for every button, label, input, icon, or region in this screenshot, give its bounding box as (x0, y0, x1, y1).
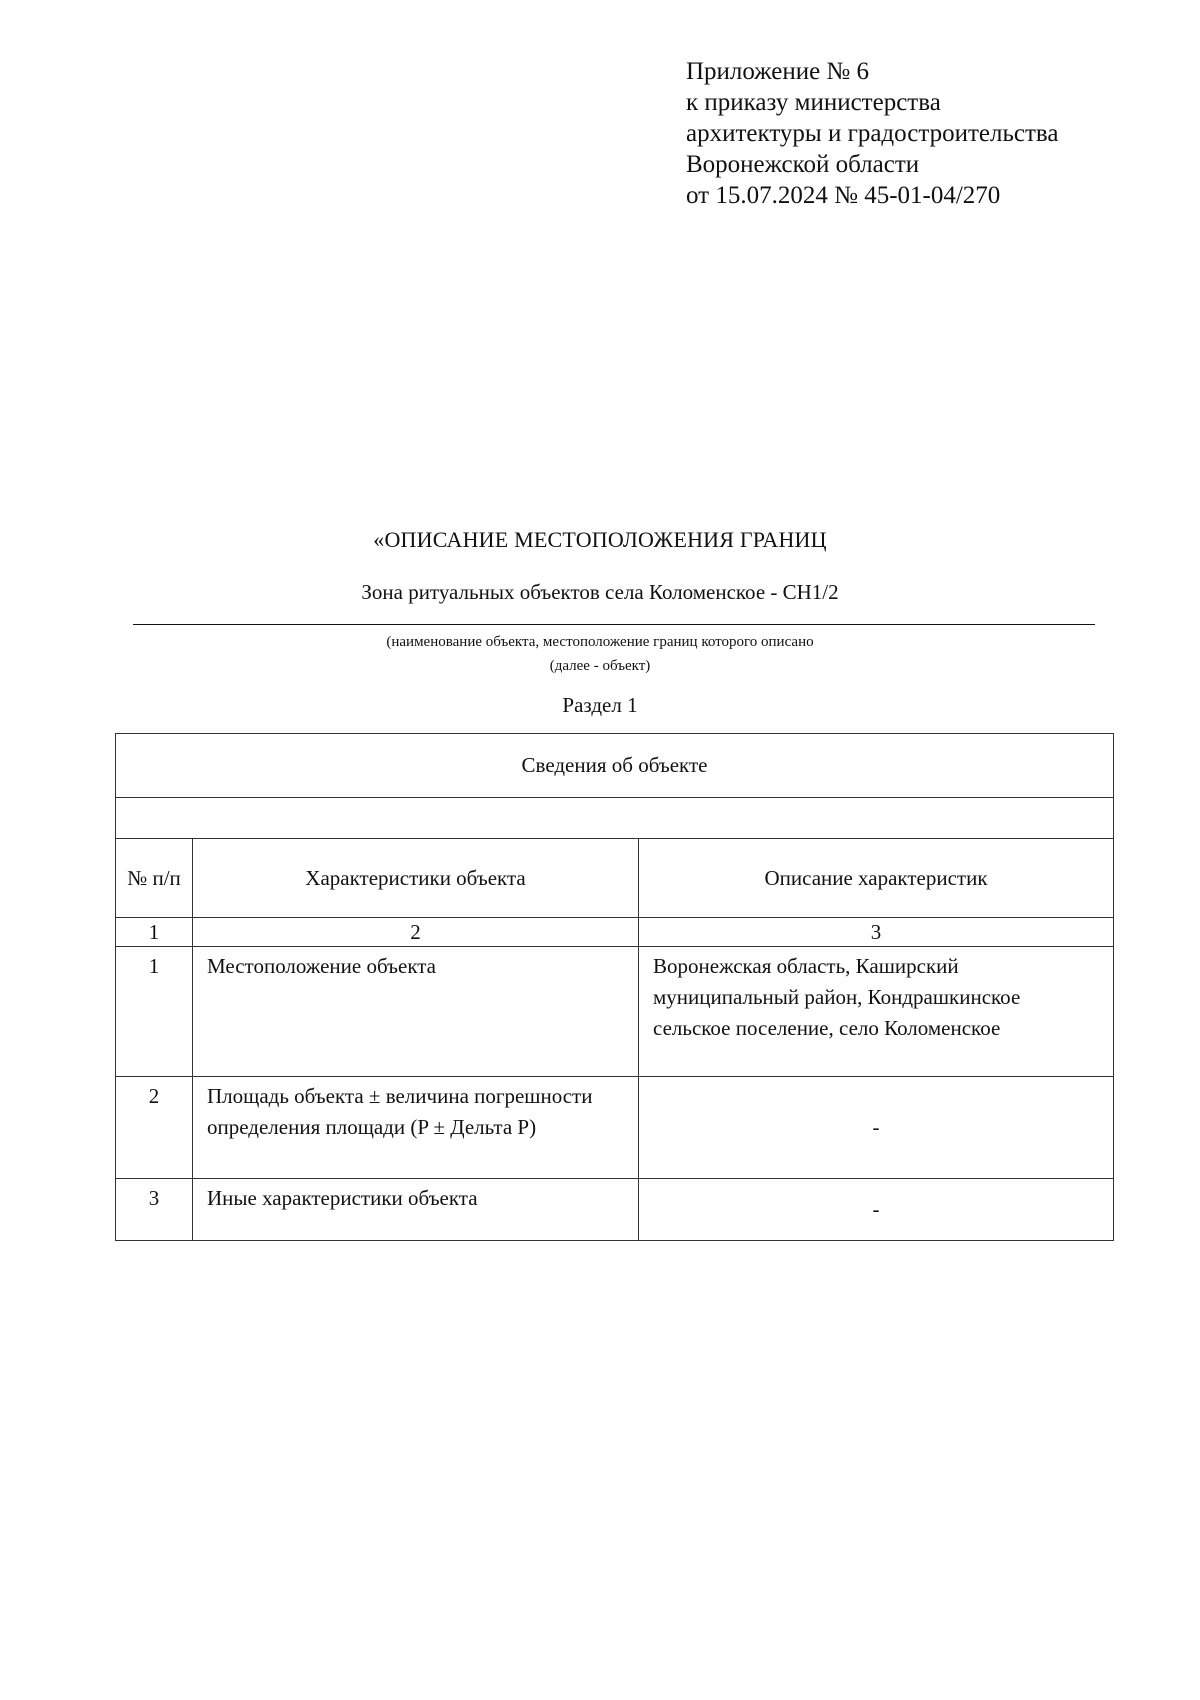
appendix-line: от 15.07.2024 № 45-01-04/270 (686, 182, 1001, 209)
column-index: 3 (639, 918, 1114, 947)
table-row (116, 1179, 1114, 1241)
appendix-line: Приложение № 6 (686, 58, 870, 85)
appendix-line: Воронежской области (686, 151, 920, 178)
caption-line: (далее - объект) (549, 658, 651, 674)
row-num: 2 (116, 1077, 193, 1179)
header-characteristic: Характеристики объекта (193, 839, 639, 918)
object-name: Зона ритуальных объектов села Коломенское - СН1/2 (361, 580, 839, 604)
appendix-reference (686, 56, 1166, 211)
object-name-caption (0, 630, 1200, 678)
row-characteristic: Площадь объекта ± величина погрешности определения площади (P ± Дельта P) (193, 1077, 639, 1179)
row-num: 1 (116, 947, 193, 1077)
row-description: Воронежская область, Каширский муниципальный район, Кондрашкинское сельское поселение, село Коломенское (639, 947, 1114, 1077)
caption-line: (наименование объекта, местоположение границ которого описано (386, 634, 814, 650)
appendix-line: архитектуры и градостроительства (686, 120, 1059, 147)
table-empty-row (116, 798, 1114, 839)
document-title: «ОПИСАНИЕ МЕСТОПОЛОЖЕНИЯ ГРАНИЦ (373, 527, 827, 552)
row-characteristic: Иные характеристики объекта (193, 1179, 639, 1241)
table-caption: Сведения об объекте (116, 734, 1114, 798)
empty-cell (116, 798, 1114, 839)
table-header-row (116, 839, 1114, 918)
row-description: - (639, 1179, 1114, 1241)
table-column-index-row (116, 918, 1114, 947)
object-name-underline (133, 624, 1095, 625)
table-row (116, 1077, 1114, 1179)
row-num: 3 (116, 1179, 193, 1241)
header-num: № п/п (116, 839, 193, 918)
section-label: Раздел 1 (562, 693, 638, 717)
appendix-line: к приказу министерства (686, 89, 941, 116)
object-info-table (115, 733, 1114, 1241)
header-description: Описание характеристик (639, 839, 1114, 918)
row-characteristic: Местоположение объекта (193, 947, 639, 1077)
column-index: 2 (193, 918, 639, 947)
table-caption-row (116, 734, 1114, 798)
column-index: 1 (116, 918, 193, 947)
table-row (116, 947, 1114, 1077)
row-description: - (639, 1077, 1114, 1179)
